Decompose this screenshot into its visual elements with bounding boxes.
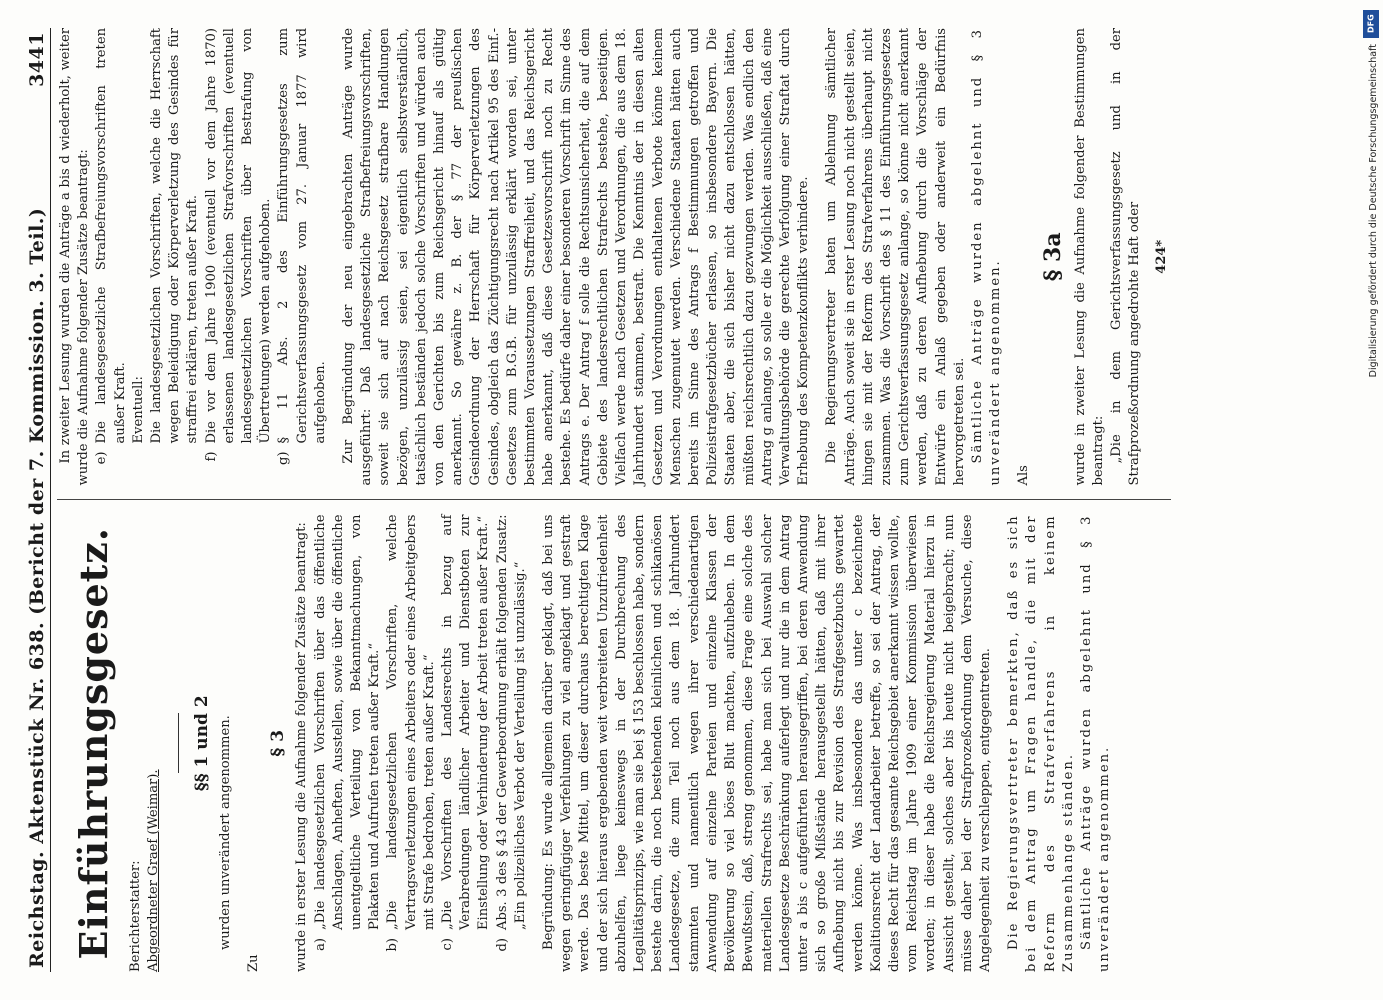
list-item xyxy=(275,28,330,486)
right-begruendung: Zur Begründung der neu eingebrachten Anträge wurde ausgeführt: Daß landesgesetzliche Strafbefreiungsvorschriften, soweit sie sich auf nach Reichsgesetz strafbare Handlungen bezögen, unzulässig seien, sei eigentlich selbstverständlich, tatsächlich beständen jedoch solche Vorschriften und würden auch von den Gerichten bis zum Reichsgericht hinauf als gültig anerkannt. So gewähre z. B. der § 77 der preußischen Gesindeordnung der Herrschaft für Körperverletzungen des Gesindes, obgleich das Züchtigungsrecht nach Artikel 95 des Einf.-Gesetzes zum B.G.B. für unzulässig erklärt worden sei, unter bestimmten Voraussetzungen Straffreiheit, und das Reichsgericht habe anerkannt, daß diese Gesetzesvorschrift noch zu Recht bestehe. Es bedürfe daher einer besonderen Vorschrift im Sinne des Antrags e. Der Antrag f solle die Rechtsunsicherheit, die auf dem Gebiete des landesrechtlichen Strafrechts bestehe, beseitigen. Vielfach werde nach Gesetzen und Verordnungen, die aus dem 18. Jahrhundert stammen, bestraft. Die Kenntnis der in diesen alten Gesetzen und Verordnungen enthaltenen Verbote könne keinem Menschen zugemutet werden. Verschiedene Staaten hätten auch bereits im Sinne des Antrags f Bestimmungen getroffen und Polizeistrafgesetzbücher erlassen, so insbesondere Bayern. Die Staaten aber, die sich bisher nicht dazu entschlossen hätten, müßten reichsrechtlich dazu gezwungen werden. Was endlich den Antrag g anlange, so solle er die Möglichkeit ausschließen, daß eine Verwaltungsbehörde die gerechte Verfolgung einer Straftat durch Erhebung des Kompetenzkonflikts verhindere. xyxy=(341,28,812,486)
reporter-label: Berichterstatter: xyxy=(128,860,144,972)
left-column xyxy=(57,500,1171,973)
right-regierung: Die Regierungsvertreter baten um Ablehnung sämtlicher Anträge. Auch soweit sie in erster Lesung noch nicht gestellt seien, hingen sie mit der Reform des Strafverfahrens überhaupt nicht zusammen. Was die Vorschrift des § 11 des Einführungsgesetzes zum Gerichtsverfassungsgesetz anlange, so könne nicht anerkannt werden, daß zu deren Aufhebung durch die Vorschläge der Entwürfe ein Anlaß gegeben oder anderweit ein Bedürfnis hervorgetreten sei. xyxy=(824,28,967,486)
dfg-sidebar xyxy=(1357,0,1383,1000)
left-items-list xyxy=(312,515,530,973)
item-text: Eventuell: xyxy=(130,376,146,444)
right-items-list xyxy=(93,28,330,486)
signature-mark: 424* xyxy=(1153,239,1169,274)
list-item xyxy=(494,515,530,973)
section-3-heading: § 3 xyxy=(268,729,289,757)
als-label: Als xyxy=(1016,465,1032,486)
list-item xyxy=(384,515,439,973)
item-text: Die vor dem Jahre 1900 (eventuell vor dem Jahre 1870) erlassenen landesgesetzlichen Strafvorschriften (eventuell landesgesetzlichen Vorschriften über Bestrafung von Übertretungen) werden aufgehoben. xyxy=(203,28,274,444)
left-begruendung: Begründung: Es wurde allgemein darüber geklagt, daß bei uns wegen geringfügiger Verfehlungen zu viel angeklagt und gestraft werde. Das beste Mittel, um dieser durchaus berechtigten Klage und der sich hieraus ergebenden weit verbreiteten Unzufriedenheit abzuhelfen, liege keineswegs in der Durchbrechung des Legalitätsprinzips, wie man sie bei § 153 beschlossen habe, sondern bestehe darin, die noch bestehenden kleinlichen und schikanösen Landesgesetze, die zum Teil noch aus dem 18. Jahrhundert stammten und namentlich wegen ihrer verschiedenartigen Anwendung auf einzelne Parteien und einzelne Klassen der Bevölkerung so viel böses Blut machten, aufzuheben. In dem Bewußtsein, daß, streng genommen, diese Frage eine solche des materiellen Strafrechts sei, habe man sich bei Auswahl solcher Landesgesetze Beschränkung auferlegt und nur die in dem Antrag unter a bis c aufgeführten herausgegriffen, bei deren Anwendung sich so große Mißstände herausgestellt hätten, daß mit ihrer Aufhebung nicht bis zur Revision des Strafgesetzbuchs gewartet werden könne. Was insbesondere das unter c bezeichnete Koalitionsrecht der Landarbeiter betreffe, so sei der Antrag, der dieses Recht für das gesamte Reichsgebiet anerkannt wissen wollte, vom Reichstag im Jahre 1909 einer Kommission überwiesen worden; in dieser habe die Reichsregierung Material hierzu in Aussicht gestellt, solches aber bis heute nicht beigebracht; nun müsse daher bei der Strafprozeßordnung dem Versuche, diese Angelegenheit zu verschleppen, entgegentreten. xyxy=(541,514,993,972)
right-result: Sämtliche Anträge wurden abgelehnt und § 3 unverändert angenommen. xyxy=(969,28,1004,486)
item-label xyxy=(130,444,148,486)
item-text: „Die Vorschriften des Landesrechts in bezug auf Verabredungen ländlicher Arbeiter und Dienstboten zur Einstellung oder Verhinderung der Arbeit treten außer Kraft.“ xyxy=(440,514,492,930)
list-item xyxy=(439,515,494,973)
section-3-intro: wurde in erster Lesung die Aufnahme folgender Zusätze beantragt: xyxy=(294,522,310,972)
item-label: b) xyxy=(385,938,401,952)
right-intro: In zweiter Lesung wurden die Anträge a bis d wiederholt, weiter wurde die Aufnahme folgender Zusätze beantragt: xyxy=(58,28,92,486)
list-item xyxy=(203,28,276,486)
left-result: Sämtliche Anträge wurden abgelehnt und § 3 unverändert angenommen. xyxy=(1078,514,1113,972)
section-1-2-text: wurden unverändert angenommen. xyxy=(217,715,233,950)
list-item xyxy=(312,515,385,973)
item-label: a) xyxy=(312,938,328,951)
zu-label: Zu xyxy=(246,954,262,972)
item-text: Abs. 3 des § 43 der Gewerbeordnung erhält folgenden Zusatz: „Ein polizeiliches Verbot der Verteilung ist unzulässig.“ xyxy=(494,514,528,930)
item-label: f) xyxy=(203,451,219,462)
dfg-logo-icon: DFG xyxy=(1363,10,1379,38)
item-label: d) xyxy=(494,938,510,952)
item-label xyxy=(148,444,203,486)
section-3a-heading: § 3a xyxy=(1039,232,1066,282)
reporter-name: Abgeordneter Graef (Weimar). xyxy=(146,769,162,972)
header-left: Reichstag. Aktenstück Nr. 638. (Bericht der 7. Kommission. 3. Teil.) xyxy=(26,207,48,968)
page-header xyxy=(26,28,51,972)
section-3a-text: „Die in dem Gerichtsverfassungsgesetz und in der Strafprozeßordnung angedrohte Haft oder xyxy=(1109,28,1143,486)
list-item xyxy=(130,28,148,486)
section-3a-intro: wurde in zweiter Lesung die Aufnahme folgender Bestimmungen beantragt: xyxy=(1072,28,1106,486)
list-item xyxy=(93,28,129,486)
item-label: g) xyxy=(276,451,292,465)
item-text: „Die landesgesetzlichen Vorschriften, welche Vertragsverletzungen eines Arbeiters oder eines Arbeitgebers mit Strafe bedrohen, treten außer Kraft.“ xyxy=(385,514,437,930)
item-text: Die landesgesetzliche Strafbefreiungsvorschriften treten außer Kraft. xyxy=(94,28,128,444)
page-number: 3441 xyxy=(26,32,48,87)
item-text: „Die landesgesetzlichen Vorschriften über das öffentliche Anschlagen, Anheften, Ausstellen, sowie über die öffentliche unentgeltliche Verteilung von Bekanntmachungen, von Plakaten und Aufrufen treten außer Kraft.“ xyxy=(312,514,383,930)
columns xyxy=(57,28,1171,972)
right-column xyxy=(57,28,1171,500)
divider xyxy=(178,713,179,773)
document-title: Einführungsgesetz. xyxy=(71,526,116,960)
item-text: Die landesgesetzlichen Vorschriften, welche die Herrschaft wegen Beleidigung oder Körperverletzung des Gesindes für straffrei erklären, treten außer Kraft. xyxy=(149,28,201,444)
item-text: § 11 Abs. 2 des Einführungsgesetzes zum Gerichtsverfassungsgesetz vom 27. Januar 1877 wird aufgehoben. xyxy=(276,28,328,444)
list-item xyxy=(148,28,203,486)
left-regierung: Die Regierungsvertreter bemerkten, daß es sich bei dem Antrag um Fragen handle, die mit der Reform des Strafverfahrens in keinem Zusammenhange ständen. xyxy=(1006,514,1076,972)
item-label: c) xyxy=(440,938,456,951)
dfg-note: Digitalisierung gefördert durch die Deutsche Forschungsgemeinschaft xyxy=(1368,44,1379,378)
item-label: e) xyxy=(94,451,110,465)
section-1-2-heading: §§ 1 und 2 xyxy=(191,695,212,792)
